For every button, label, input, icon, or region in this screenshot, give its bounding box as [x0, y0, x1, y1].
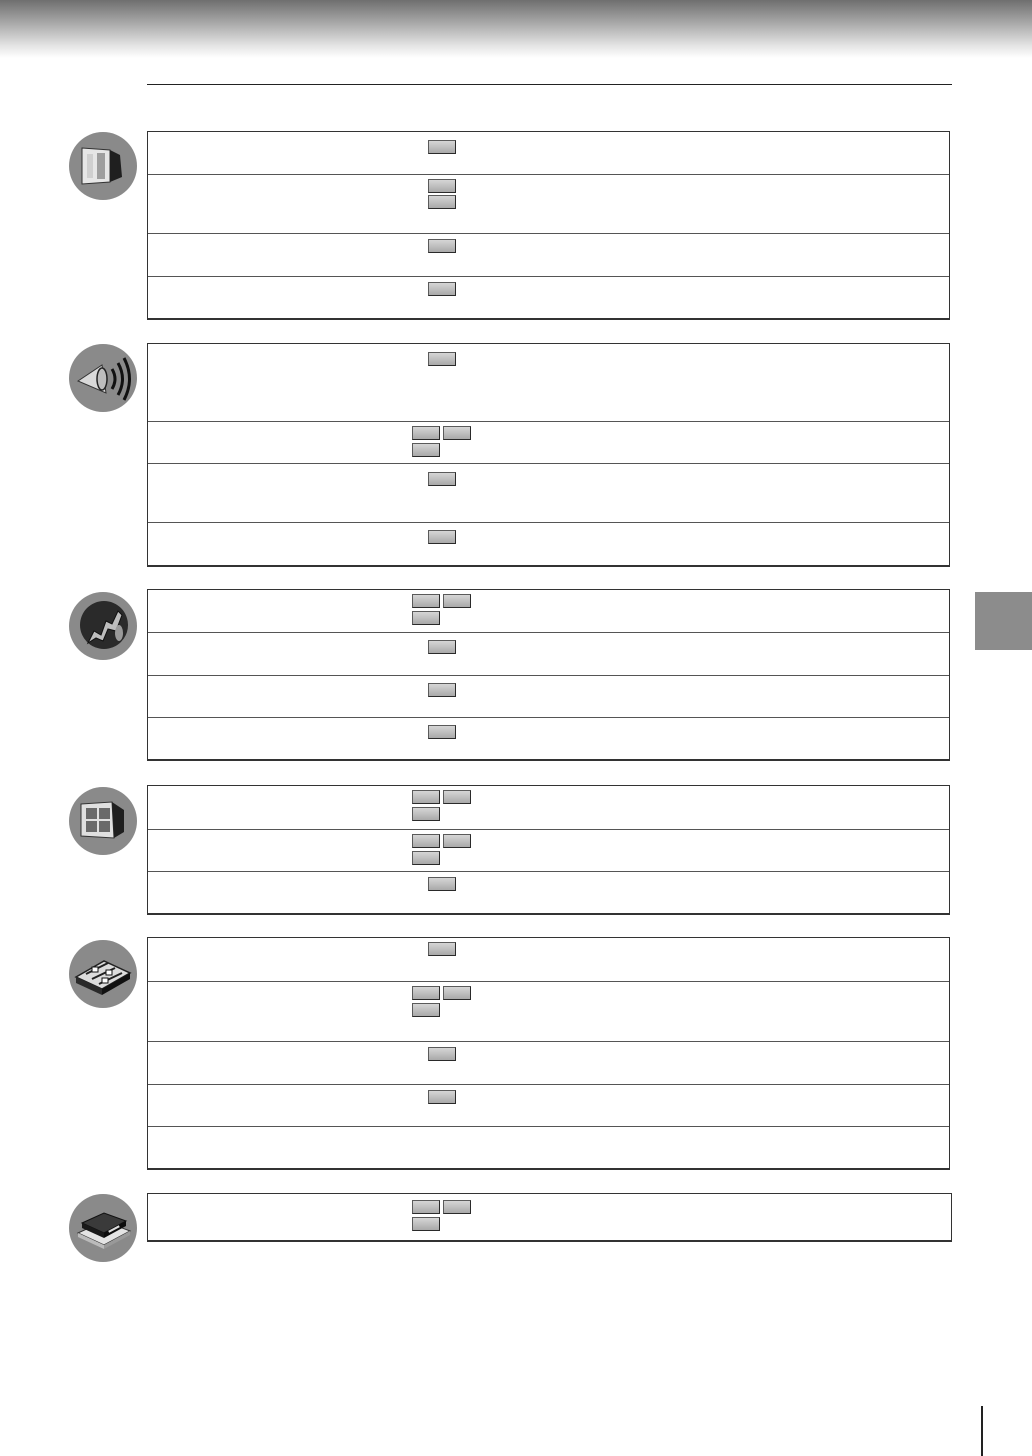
disc-badge: [412, 426, 440, 440]
disc-badge: [443, 1200, 471, 1214]
disc-badge: [428, 179, 456, 193]
table-row: [148, 786, 949, 829]
table-row: [148, 632, 949, 675]
language-table: [147, 589, 950, 761]
disc-badge: [443, 834, 471, 848]
disc-badge: [428, 140, 456, 154]
disc-badge: [428, 195, 456, 209]
language-icon: [68, 591, 138, 661]
table-row: [148, 1126, 949, 1168]
disc-badge: [443, 790, 471, 804]
disc-badge: [428, 472, 456, 486]
table-row: [148, 590, 949, 632]
disc-badge: [428, 640, 456, 654]
settings-sliders-icon: [68, 939, 138, 1009]
disc-badge: [428, 877, 456, 891]
table-row: [148, 233, 949, 276]
table-row: [148, 675, 949, 717]
disc-badge: [428, 942, 456, 956]
disc-badge: [412, 594, 440, 608]
table-row: [148, 132, 949, 174]
picture-table: [147, 131, 950, 320]
disc-badge: [412, 986, 440, 1000]
disc-badge: [428, 282, 456, 296]
dvd-player-icon: [68, 1193, 138, 1263]
display-table: [147, 785, 950, 915]
header-band: [0, 0, 1032, 58]
disc-badge: [412, 1217, 440, 1231]
table-row: [148, 174, 949, 233]
audio-table: [147, 343, 950, 567]
table-row: [148, 871, 949, 913]
table-row: [148, 717, 949, 759]
disc-badge: [428, 683, 456, 697]
disc-badge: [412, 851, 440, 865]
page-number-rule: [981, 1406, 983, 1456]
disc-badge: [428, 1047, 456, 1061]
disc-badge: [412, 1200, 440, 1214]
table-row: [148, 421, 949, 463]
disc-badge: [412, 443, 440, 457]
table-row: [148, 1084, 949, 1126]
disc-badge: [412, 790, 440, 804]
disc-badge: [428, 1090, 456, 1104]
display-icon: [68, 786, 138, 856]
table-row: [148, 522, 949, 565]
table-row: [148, 1041, 949, 1084]
dvd-player-table: [147, 1193, 952, 1242]
disc-badge: [412, 807, 440, 821]
settings-table: [147, 937, 950, 1170]
disc-badge: [412, 611, 440, 625]
disc-badge: [428, 239, 456, 253]
picture-icon: [68, 131, 138, 201]
table-row: [148, 981, 949, 1041]
disc-badge: [428, 352, 456, 366]
disc-badge: [443, 986, 471, 1000]
audio-icon: [68, 343, 138, 413]
table-row: [148, 344, 949, 421]
table-row: [148, 1194, 951, 1240]
disc-badge: [412, 1003, 440, 1017]
table-row: [148, 829, 949, 871]
chapter-tab: [975, 592, 1032, 650]
disc-badge: [428, 725, 456, 739]
disc-badge: [412, 834, 440, 848]
table-row: [148, 276, 949, 318]
disc-badge: [443, 426, 471, 440]
disc-badge: [443, 594, 471, 608]
header-rule: [147, 84, 952, 85]
disc-badge: [428, 530, 456, 544]
table-row: [148, 463, 949, 522]
table-row: [148, 938, 949, 981]
